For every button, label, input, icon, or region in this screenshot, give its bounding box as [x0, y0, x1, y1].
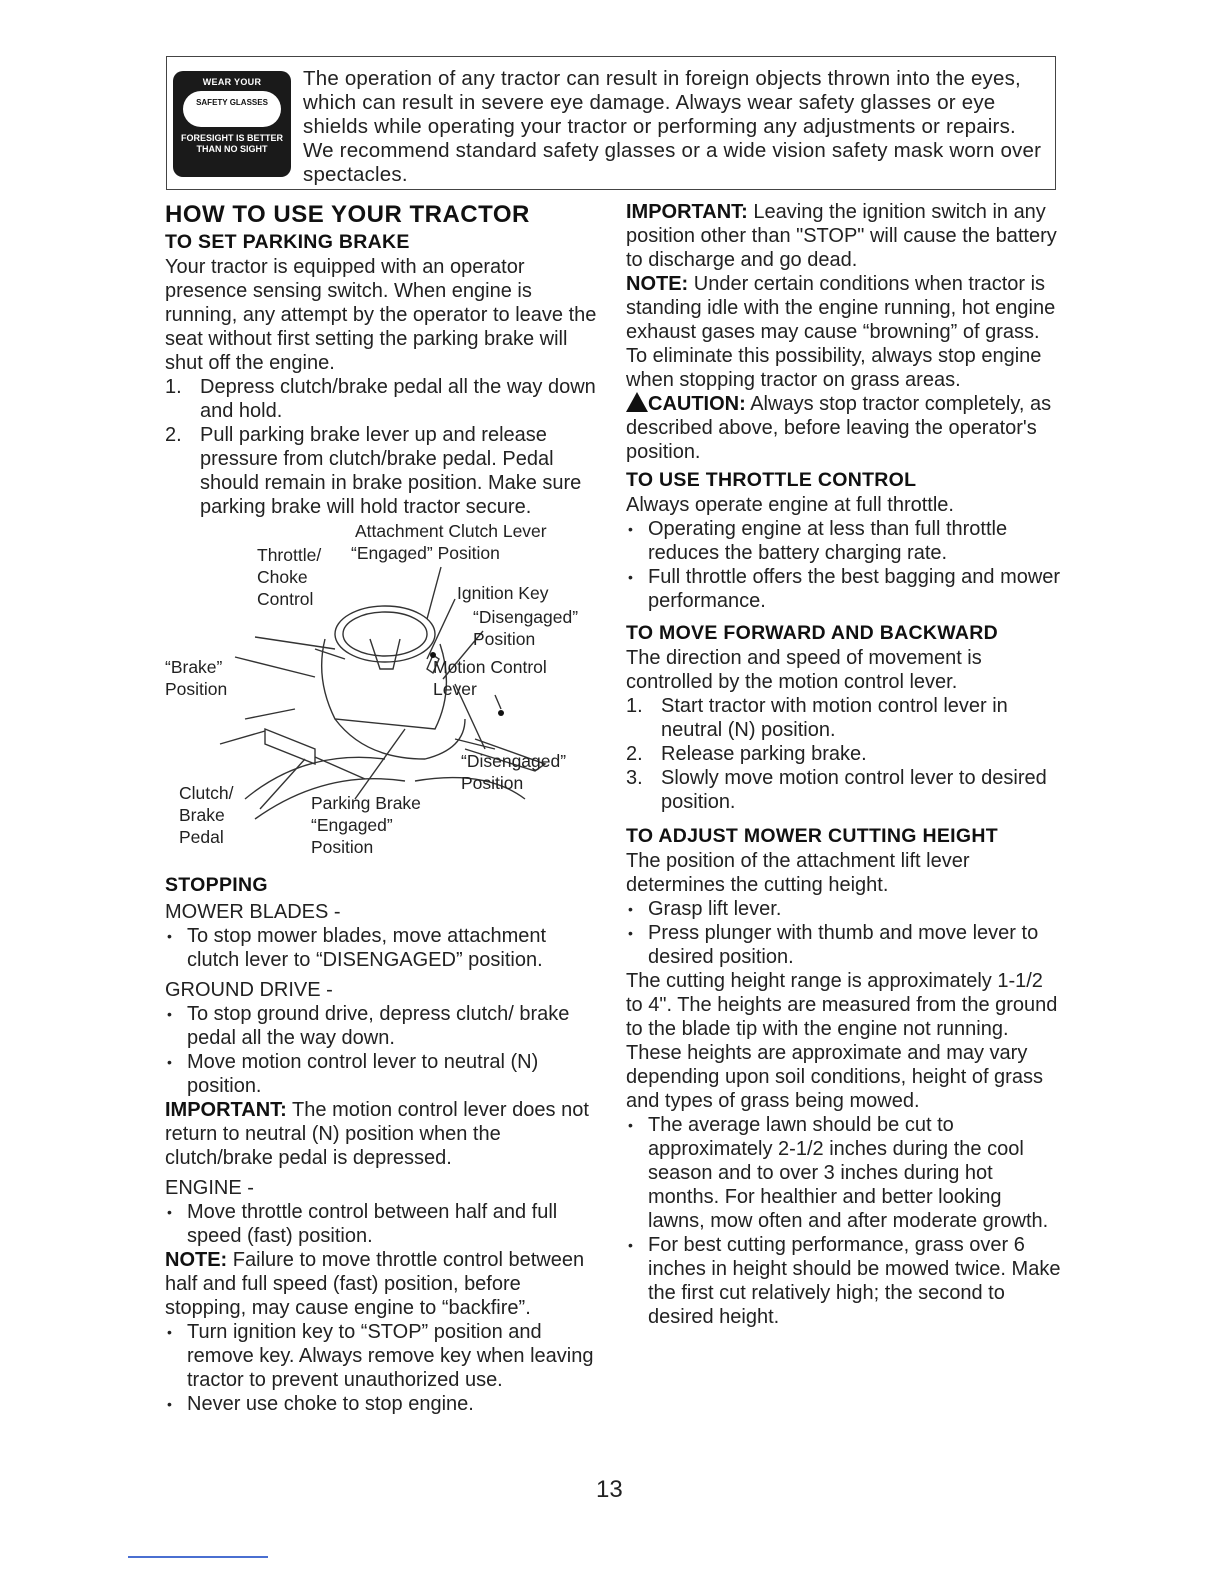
- bottom-rule: [128, 1556, 268, 1558]
- list-item: 2. Pull parking brake lever up and release pressure from clutch/brake pedal. Pedal should remain in brake position. Make sure parking brake will hold tractor secure.: [165, 424, 582, 518]
- label-clutch: Clutch/: [179, 783, 234, 803]
- parking-brake-steps: [165, 375, 597, 519]
- ground-drive-heading: GROUND DRIVE -: [165, 979, 333, 1001]
- list-item: • For best cutting performance, grass over 6 inches in height should be mowed twice. Make the first cut relatively high; the second to desired height.: [628, 1234, 1061, 1328]
- tractor-controls-figure: [165, 519, 597, 873]
- label-position-1: Position: [473, 629, 536, 649]
- important-note-right: IMPORTANT: Leaving the ignition switch in any position other than "STOP" will cause the battery to discharge and go dead.: [626, 201, 1057, 271]
- label-attachment-clutch: Attachment Clutch Lever: [355, 521, 547, 541]
- move-intro: The direction and speed of movement is controlled by the motion control lever.: [626, 647, 982, 693]
- list-item: 2. Release parking brake.: [626, 743, 867, 765]
- label-engaged-position: “Engaged” Position: [351, 543, 500, 563]
- final-list: [165, 1320, 597, 1416]
- label-control: Control: [257, 589, 314, 609]
- cutting-intro: The position of the attachment lift lever determines the cutting height.: [626, 850, 970, 896]
- note-left: NOTE: Failure to move throttle control between half and full speed (fast) position, before stopping, may cause engine to “backfire”.: [165, 1249, 585, 1319]
- parking-brake-heading: TO SET PARKING BRAKE: [165, 231, 410, 253]
- important-note-left: IMPORTANT: The motion control lever does not return to neutral (N) position when the clutch/brake pedal is depressed.: [165, 1099, 589, 1169]
- caution-triangle-icon: [626, 392, 648, 412]
- label-lever: Lever: [433, 679, 477, 699]
- page-number: 13: [596, 1476, 623, 1503]
- list-item: • Grasp lift lever.: [628, 898, 782, 920]
- list-item: • Never use choke to stop engine.: [167, 1393, 474, 1415]
- label-disengaged-1: “Disengaged”: [473, 607, 579, 627]
- cutting-list-2: [626, 1113, 1062, 1329]
- label-motion-control: Motion Control: [433, 657, 547, 677]
- cutting-heading: TO ADJUST MOWER CUTTING HEIGHT: [626, 825, 998, 847]
- engine-heading: ENGINE -: [165, 1177, 254, 1199]
- safety-warning-text: The operation of any tractor can result in foreign objects thrown into the eyes, which can result in severe eye damage. Always wear safety glasses or eye shields while operating your tractor or performing any adjustments or repairs. We recommend standard safety glasses or a wide vision safety mask worn over spectacles.: [303, 67, 1042, 186]
- list-item: • Move throttle control between half and full speed (fast) position.: [167, 1201, 558, 1247]
- throttle-list: [626, 517, 1062, 613]
- list-item: • To stop ground drive, depress clutch/ brake pedal all the way down.: [167, 1003, 570, 1049]
- cutting-list: [626, 897, 1062, 969]
- ground-drive-list: [165, 1002, 597, 1098]
- note-right: NOTE: Under certain conditions when tractor is standing idle with the engine running, hot engine exhaust gases may cause “browning” of grass. To eliminate this possibility, always stop engine when stopping tractor on grass areas.: [626, 273, 1056, 391]
- label-throttle: Throttle/: [257, 545, 322, 565]
- list-item: 1. Depress clutch/brake pedal all the way down and hold.: [165, 376, 596, 422]
- move-steps: [626, 694, 1062, 814]
- list-item: • Full throttle offers the best bagging and mower performance.: [628, 566, 1061, 612]
- section-title: HOW TO USE YOUR TRACTOR: [165, 201, 530, 228]
- list-item: • Turn ignition key to “STOP” position and remove key. Always remove key when leaving tractor to prevent unauthorized use.: [167, 1321, 594, 1391]
- glasses-icon: SAFETY GLASSES: [183, 91, 281, 127]
- label-brake-pedal-2: Pedal: [179, 827, 224, 847]
- mower-blades-heading: MOWER BLADES -: [165, 901, 341, 923]
- safety-warning-box: [166, 56, 1056, 190]
- safety-glasses-logo-icon: WEAR YOUR SAFETY GLASSES FORESIGHT IS BETTER THAN NO SIGHT: [173, 71, 291, 177]
- label-brake-position: Position: [165, 679, 228, 699]
- throttle-intro: Always operate engine at full throttle.: [626, 494, 954, 516]
- parking-brake-intro: Your tractor is equipped with an operator presence sensing switch. When engine is running, any attempt by the operator to leave the seat without first setting the parking brake will shut off the engine.: [165, 256, 597, 374]
- list-item: • Operating engine at less than full throttle reduces the battery charging rate.: [628, 518, 1008, 564]
- label-disengaged-2: “Disengaged”: [461, 751, 567, 771]
- list-item: 3. Slowly move motion control lever to desired position.: [626, 767, 1047, 813]
- label-engaged-2: “Engaged”: [311, 815, 393, 835]
- label-brake: “Brake”: [165, 657, 223, 677]
- caution-note: CAUTION: Always stop tractor completely, as described above, before leaving the operator's position.: [626, 393, 1052, 463]
- stopping-heading: STOPPING: [165, 874, 268, 896]
- mower-blades-list: [165, 924, 597, 972]
- left-column: [165, 200, 597, 1416]
- right-column: [626, 200, 1062, 1329]
- list-item: • Press plunger with thumb and move lever to desired position.: [628, 922, 1039, 968]
- label-position-3: Position: [311, 837, 374, 857]
- list-item: 1. Start tractor with motion control lever in neutral (N) position.: [626, 695, 1008, 741]
- label-ignition-key: Ignition Key: [457, 583, 549, 603]
- move-heading: TO MOVE FORWARD AND BACKWARD: [626, 622, 999, 644]
- list-item: • The average lawn should be cut to approximately 2-1/2 inches during the cool season and to over 3 inches during hot months. For healthier and better looking lawns, mow often and after moderate growth.: [628, 1114, 1049, 1232]
- cutting-range-text: The cutting height range is approximately 1-1/2 to 4". The heights are measured from the ground to the blade tip with the engine not running. These heights are approximate and may vary depending upon soil conditions, height of grass and types of grass being mowed.: [626, 970, 1058, 1112]
- throttle-heading: TO USE THROTTLE CONTROL: [626, 469, 917, 491]
- list-item: • To stop mower blades, move attachment clutch lever to “DISENGAGED” position.: [167, 925, 547, 971]
- label-parking-brake: Parking Brake: [311, 793, 421, 813]
- label-position-2: Position: [461, 773, 524, 793]
- engine-list: [165, 1200, 597, 1248]
- list-item: • Move motion control lever to neutral (N) position.: [167, 1051, 539, 1097]
- label-brake-pedal-1: Brake: [179, 805, 225, 825]
- label-choke: Choke: [257, 567, 308, 587]
